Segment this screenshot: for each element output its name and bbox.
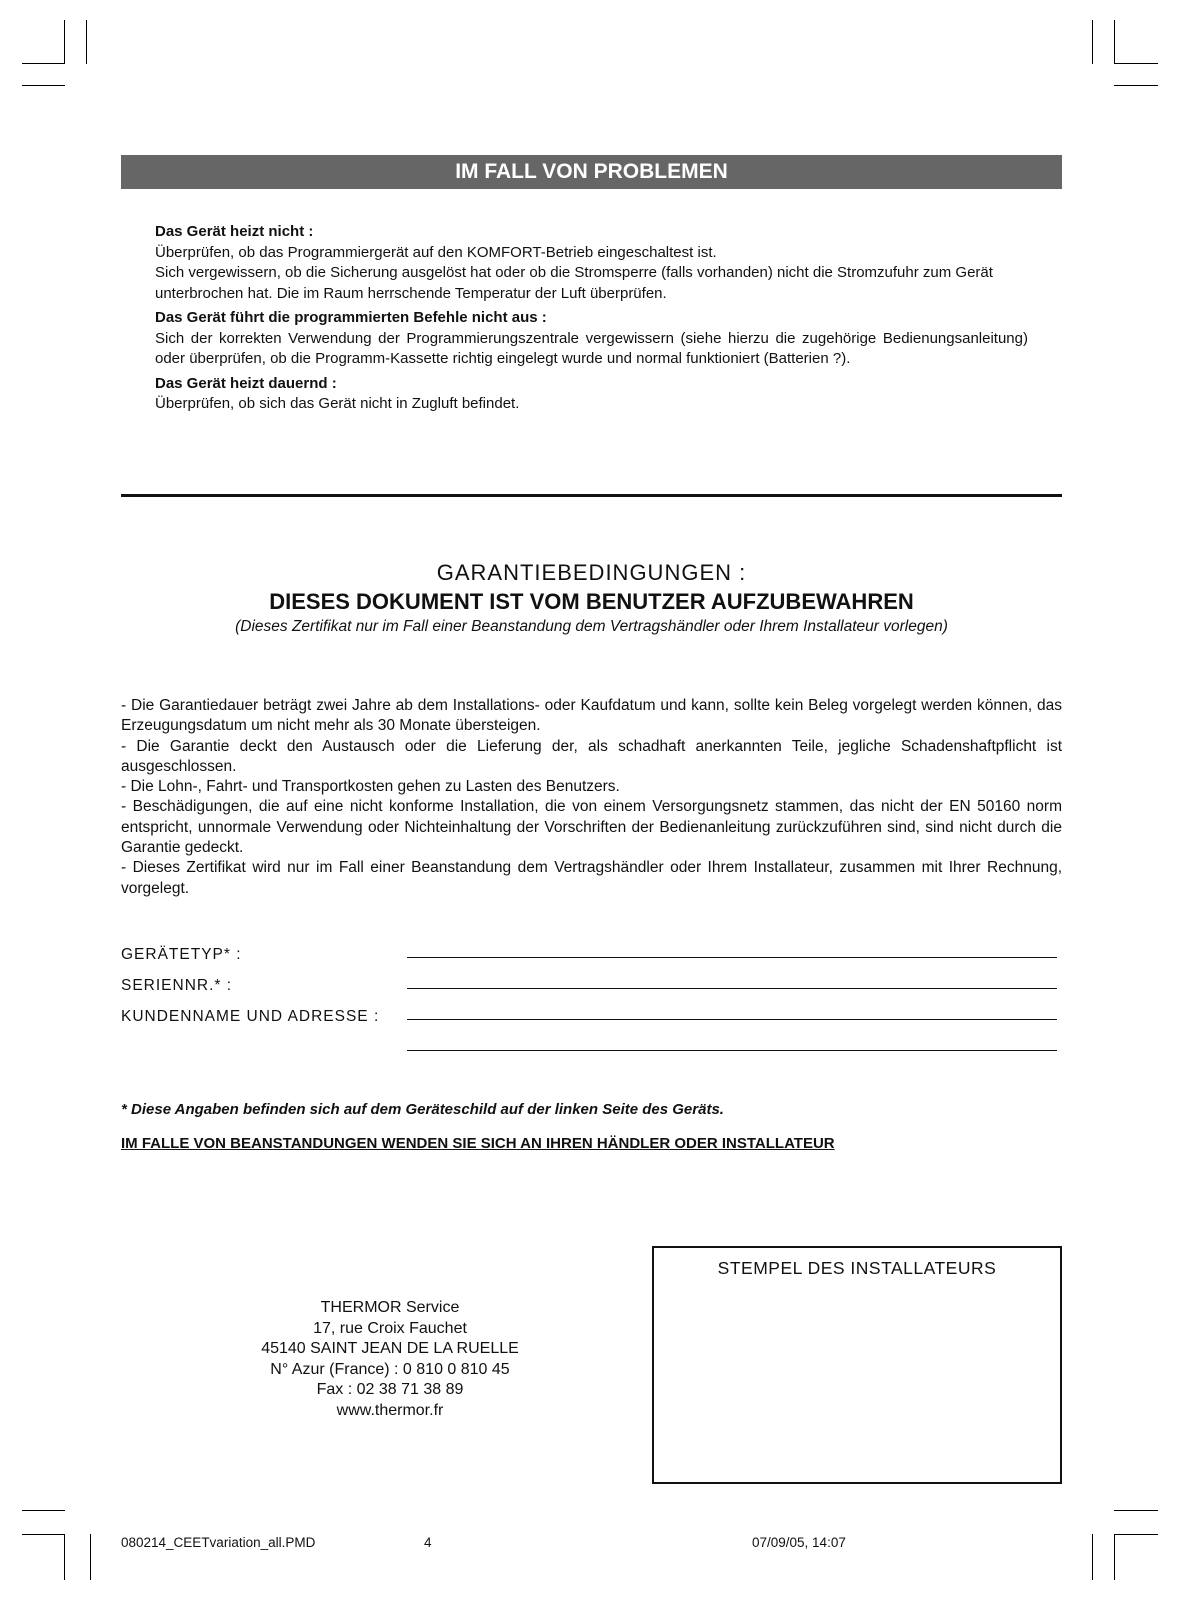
problem-item: [155, 308, 1028, 370]
crop-mark: [1114, 1534, 1158, 1535]
crop-mark: [1114, 63, 1158, 64]
serial-number-label: SERIENNR.* :: [121, 977, 233, 994]
problem-text: Überprüfen, ob das Programmiergerät auf den KOMFORT-Betrieb eingeschaltest ist.: [155, 243, 717, 261]
problems-banner: IM FALL VON PROBLEMEN: [121, 155, 1062, 189]
term-item: - Die Lohn-, Fahrt- und Transportkosten gehen zu Lasten des Benutzers.: [121, 778, 620, 796]
problem-text: Sich der korrekten Verwendung der Programmierungszentrale vergewissern (siehe hierzu die zugehörige Bedienungsanleitung) oder überprüfen, ob die Programm-Kassette richtig eingelegt wurde und normal funktioniert (Batterien ?).: [155, 329, 1028, 367]
problem-heading: Das Gerät führt die programmierten Befehle nicht aus :: [155, 309, 547, 326]
term-item: - Die Garantie deckt den Austausch oder die Lieferung der, als schadhaft anerkannten Teile, jegliche Schadenshaftpflicht ist ausgeschlossen.: [121, 737, 1062, 775]
section-divider: [121, 494, 1062, 497]
device-type-label: GERÄTETYP* :: [121, 946, 242, 963]
problem-text: Sich vergewissern, ob die Sicherung ausgelöst hat oder ob die Stromsperre (falls vorhanden) nicht die Stromzufuhr zum Gerät unterbrochen hat. Die im Raum herrschende Temperatur der Luft überprüfen.: [155, 264, 993, 302]
problem-item: [155, 222, 1028, 304]
service-web: www.thermor.fr: [336, 1401, 444, 1419]
problem-heading: Das Gerät heizt dauernd :: [155, 374, 337, 392]
crop-mark: [1092, 1534, 1093, 1580]
service-name: THERMOR Service: [320, 1299, 460, 1316]
crop-mark: [1114, 1510, 1158, 1511]
footer-file: 080214_CEETvariation_all.PMD: [121, 1535, 316, 1550]
guarantee-terms: [121, 696, 1062, 899]
guarantee-note: (Dieses Zertifikat nur im Fall einer Beanstandung dem Vertragshändler oder Ihrem Installateur vorlegen): [235, 618, 948, 635]
crop-mark: [22, 1534, 65, 1535]
term-item: - Die Garantiedauer beträgt zwei Jahre ab dem Installations- oder Kaufdatum und kann, sollte kein Beleg vorgelegt werden können, das Erzeugungsdatum um nicht mehr als 30 Monate übersteigen.: [121, 697, 1062, 735]
service-phone: N° Azur (France) : 0 810 0 810 45: [270, 1360, 510, 1378]
service-city: 45140 SAINT JEAN DE LA RUELLE: [261, 1340, 519, 1358]
crop-mark: [90, 1534, 91, 1580]
call-to-action: IM FALLE VON BEANSTANDUNGEN WENDEN SIE SICH AN IHREN HÄNDLER ODER INSTALLATEUR: [121, 1135, 835, 1152]
crop-mark: [22, 1510, 65, 1511]
customer-field[interactable]: [407, 1019, 1057, 1020]
crop-mark: [64, 1534, 65, 1580]
guarantee-subtitle: DIESES DOKUMENT IST VOM BENUTZER AUFZUBEWAHREN: [269, 589, 914, 614]
footnote: * Diese Angaben befinden sich auf dem Geräteschild auf der linken Seite des Geräts.: [121, 1101, 724, 1118]
crop-mark: [22, 85, 65, 86]
installer-stamp-box: [652, 1246, 1062, 1484]
footer-page: 4: [424, 1535, 432, 1550]
customer-label: KUNDENNAME UND ADRESSE :: [121, 1008, 380, 1025]
serial-number-field[interactable]: [407, 988, 1057, 989]
service-street: 17, rue Croix Fauchet: [313, 1319, 467, 1337]
customer-field-line2[interactable]: [407, 1050, 1057, 1051]
problem-heading: Das Gerät heizt nicht :: [155, 223, 314, 240]
term-item: - Dieses Zertifikat wird nur im Fall einer Beanstandung dem Vertragshändler oder Ihrem Installateur, zusammen mit Ihrer Rechnung, vorgelegt.: [121, 859, 1062, 897]
guarantee-title: GARANTIEBEDINGUNGEN :: [436, 560, 747, 585]
crop-mark: [1114, 20, 1115, 64]
crop-mark: [22, 63, 65, 64]
stamp-title: STEMPEL DES INSTALLATEURS: [717, 1258, 997, 1278]
device-type-field[interactable]: [407, 957, 1057, 958]
problem-text: Überprüfen, ob sich das Gerät nicht in Zugluft befindet.: [155, 395, 520, 412]
crop-mark: [86, 20, 87, 64]
crop-mark: [1114, 1534, 1115, 1580]
service-fax: Fax : 02 38 71 38 89: [316, 1381, 464, 1399]
term-item: - Beschädigungen, die auf eine nicht konforme Installation, die von einem Versorgungsnetz stammen, das nicht der EN 50160 norm entspricht, unnormale Verwendung oder Nichteinhaltung der Vorschriften der Bedienanleitung zurückzuführen sind, sind nicht durch die Garantie gedeckt.: [121, 798, 1062, 857]
footer-datetime: 07/09/05, 14:07: [752, 1535, 846, 1550]
crop-mark: [1114, 85, 1158, 86]
crop-mark: [64, 20, 65, 64]
problem-item: [155, 374, 1028, 415]
service-address: [200, 1298, 580, 1422]
problems-section: [155, 222, 1028, 419]
crop-mark: [1092, 20, 1093, 64]
